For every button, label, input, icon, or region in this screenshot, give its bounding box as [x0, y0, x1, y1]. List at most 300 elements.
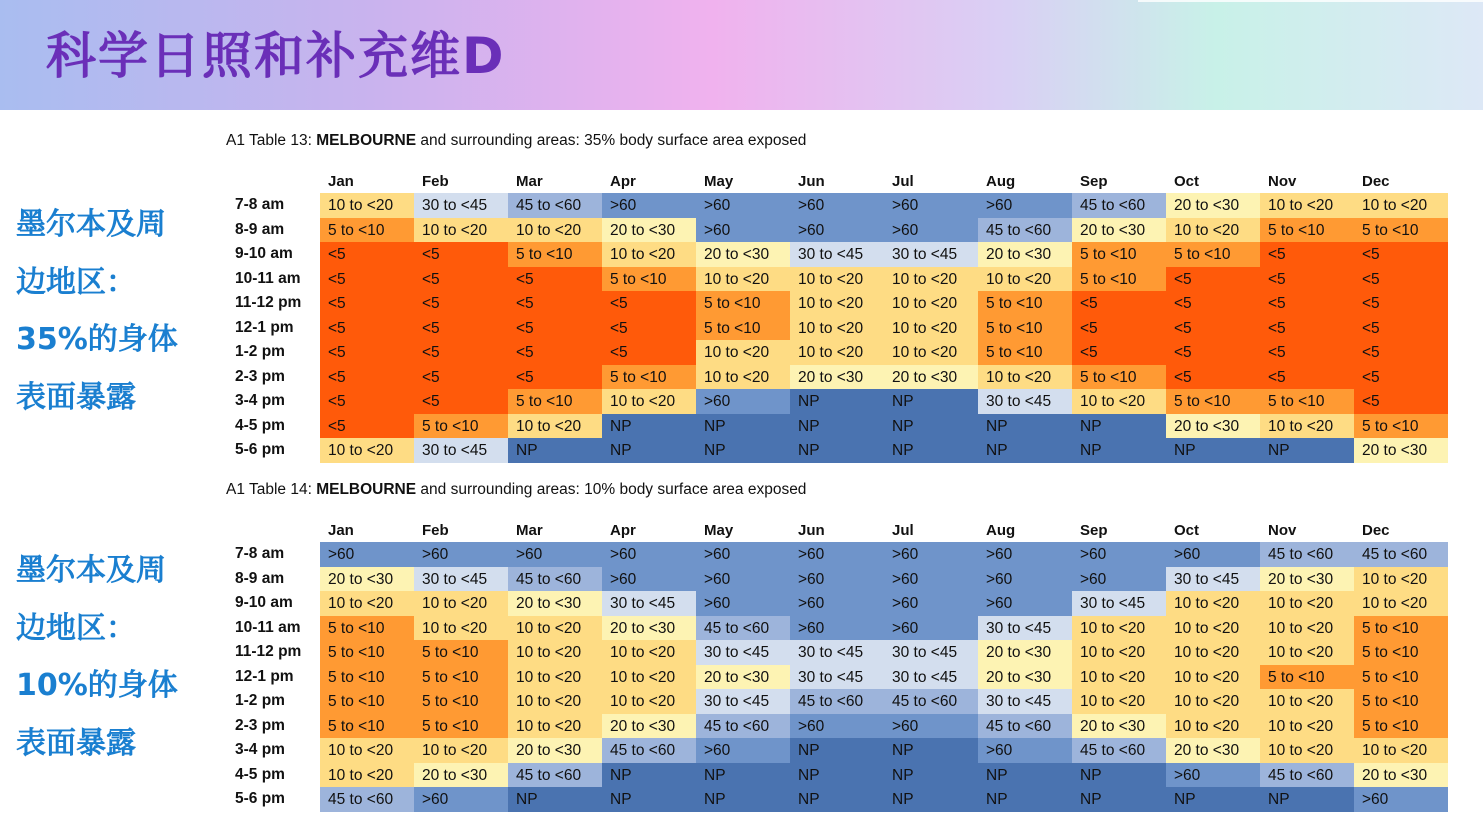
table-cell: >60 — [884, 616, 978, 641]
side-label-line: 表面暴露 — [16, 379, 136, 415]
month-header: Jun — [798, 173, 825, 190]
table-cell: <5 — [320, 316, 414, 341]
table-caption-14 — [226, 481, 806, 499]
month-header: Oct — [1174, 522, 1200, 539]
table-cell: 10 to <20 — [1072, 665, 1166, 690]
table-cell: 20 to <30 — [1166, 738, 1260, 763]
time-label: 3-4 pm — [235, 741, 285, 758]
table-cell: 5 to <10 — [320, 616, 414, 641]
table-cell: 5 to <10 — [602, 365, 696, 390]
table-cell: 10 to <20 — [1260, 640, 1354, 665]
table-cell: 20 to <30 — [602, 218, 696, 243]
table-cell: 5 to <10 — [1354, 665, 1448, 690]
caption-city: MELBOURNE — [316, 132, 417, 149]
time-label: 9-10 am — [235, 245, 293, 262]
table-cell: 30 to <45 — [978, 389, 1072, 414]
table-cell: 5 to <10 — [978, 316, 1072, 341]
table-cell: >60 — [1072, 542, 1166, 567]
table-cell: 10 to <20 — [1166, 218, 1260, 243]
table-cell: NP — [602, 438, 696, 463]
table-cell: >60 — [508, 542, 602, 567]
month-header: Feb — [422, 173, 449, 190]
table-cell: <5 — [1166, 267, 1260, 292]
table-cell: 20 to <30 — [1354, 438, 1448, 463]
table-cell: 10 to <20 — [1260, 414, 1354, 439]
table-cell: NP — [790, 438, 884, 463]
table-cell: 10 to <20 — [884, 291, 978, 316]
table-cell: 5 to <10 — [696, 291, 790, 316]
table-cell: >60 — [884, 218, 978, 243]
time-label: 5-6 pm — [235, 790, 285, 807]
table-cell: 10 to <20 — [1260, 616, 1354, 641]
time-label: 11-12 pm — [235, 643, 302, 660]
side-label-line: 墨尔本及周 — [16, 553, 166, 588]
side-label-line: 边地区： — [16, 264, 136, 300]
table-cell: 10 to <20 — [1260, 193, 1354, 218]
table-cell: 10 to <20 — [1260, 689, 1354, 714]
table-cell: <5 — [414, 340, 508, 365]
table-cell: 10 to <20 — [1072, 689, 1166, 714]
table-cell: 45 to <60 — [508, 193, 602, 218]
month-header: Mar — [516, 522, 543, 539]
table-cell: 10 to <20 — [978, 365, 1072, 390]
month-header: Apr — [610, 173, 636, 190]
table-cell: 5 to <10 — [1354, 640, 1448, 665]
table-cell: 5 to <10 — [978, 340, 1072, 365]
table-cell: 45 to <60 — [696, 714, 790, 739]
table-cell: 45 to <60 — [508, 567, 602, 592]
table-cell: >60 — [696, 218, 790, 243]
table-cell: NP — [884, 763, 978, 788]
table-cell: <5 — [1354, 242, 1448, 267]
table-cell: 5 to <10 — [1072, 267, 1166, 292]
month-header: Aug — [986, 173, 1016, 190]
table-cell: >60 — [884, 567, 978, 592]
month-header: Oct — [1174, 173, 1200, 190]
table-row — [226, 414, 1446, 439]
page-title: 科学日照和补充维D — [46, 27, 506, 85]
table-cell: >60 — [696, 389, 790, 414]
time-label: 2-3 pm — [235, 367, 285, 385]
table-cell: <5 — [320, 365, 414, 390]
table-cell: 5 to <10 — [414, 665, 508, 690]
table-cell: 20 to <30 — [602, 714, 696, 739]
table-cell: <5 — [1072, 316, 1166, 341]
table-cell: 10 to <20 — [1072, 616, 1166, 641]
table-cell: 10 to <20 — [602, 640, 696, 665]
table-cell: 30 to <45 — [1166, 567, 1260, 592]
table-cell: 45 to <60 — [1072, 738, 1166, 763]
table-cell: >60 — [696, 193, 790, 218]
table-cell: 5 to <10 — [320, 665, 414, 690]
table-cell: <5 — [320, 242, 414, 267]
table-cell: 10 to <20 — [1166, 591, 1260, 616]
table-cell: <5 — [602, 291, 696, 316]
table-cell: 20 to <30 — [1260, 567, 1354, 592]
table-cell: 30 to <45 — [978, 689, 1072, 714]
table-cell: 30 to <45 — [884, 640, 978, 665]
table-cell: 5 to <10 — [978, 291, 1072, 316]
month-header: Jan — [328, 522, 354, 539]
table-cell: 10 to <20 — [1354, 193, 1448, 218]
table-cell: 20 to <30 — [790, 365, 884, 390]
table-cell: 10 to <20 — [508, 414, 602, 439]
month-header: Dec — [1362, 522, 1390, 539]
time-label: 10-11 am — [235, 269, 301, 287]
side-label-line: 10%的身体 — [16, 668, 178, 703]
month-header: Dec — [1362, 173, 1390, 190]
month-header: Feb — [422, 522, 449, 539]
table-cell: 45 to <60 — [1260, 542, 1354, 567]
table-cell: <5 — [414, 242, 508, 267]
table-cell: 20 to <30 — [696, 242, 790, 267]
table-cell: NP — [1072, 438, 1166, 463]
time-label: 10-11 am — [235, 618, 301, 636]
table-cell: <5 — [414, 316, 508, 341]
table-cell: NP — [884, 738, 978, 763]
table-cell: 5 to <10 — [696, 316, 790, 341]
table-cell: 10 to <20 — [1166, 689, 1260, 714]
month-header: Jan — [328, 173, 354, 190]
table-cell: 10 to <20 — [1166, 640, 1260, 665]
table-cell: NP — [508, 787, 602, 812]
table-cell: 20 to <30 — [978, 665, 1072, 690]
table-cell: <5 — [1260, 316, 1354, 341]
table-cell: 10 to <20 — [602, 389, 696, 414]
table-cell: 5 to <10 — [320, 640, 414, 665]
table-row — [226, 640, 1446, 665]
month-header: Nov — [1268, 522, 1297, 539]
table-cell: >60 — [1166, 763, 1260, 788]
table-cell: >60 — [1166, 542, 1260, 567]
table-cell: NP — [978, 763, 1072, 788]
table-cell: 20 to <30 — [508, 591, 602, 616]
table-cell: 10 to <20 — [414, 591, 508, 616]
month-header: Nov — [1268, 173, 1297, 190]
table-cell: >60 — [790, 193, 884, 218]
table-cell: <5 — [1072, 340, 1166, 365]
time-label: 4-5 pm — [235, 765, 285, 783]
table-cell: 30 to <45 — [414, 438, 508, 463]
table-cell: 10 to <20 — [1166, 616, 1260, 641]
time-label: 12-1 pm — [235, 318, 294, 336]
table-cell: >60 — [602, 567, 696, 592]
month-header: Jul — [892, 173, 914, 190]
table-cell: 20 to <30 — [1166, 193, 1260, 218]
table-cell: NP — [884, 787, 978, 812]
table-cell: NP — [884, 414, 978, 439]
table-cell: 10 to <20 — [602, 665, 696, 690]
uv-table-10 — [226, 522, 1446, 812]
time-label: 1-2 pm — [235, 692, 285, 709]
table-cell: NP — [884, 438, 978, 463]
table-cell: <5 — [414, 291, 508, 316]
table-cell: <5 — [1354, 316, 1448, 341]
table-cell: <5 — [1260, 242, 1354, 267]
table-cell: 45 to <60 — [1072, 193, 1166, 218]
table-cell: 45 to <60 — [320, 787, 414, 812]
table-cell: 5 to <10 — [1354, 414, 1448, 439]
table-cell: 10 to <20 — [1260, 738, 1354, 763]
table-cell: <5 — [1166, 365, 1260, 390]
table-cell: 10 to <20 — [1166, 714, 1260, 739]
month-header: Sep — [1080, 522, 1108, 539]
table-cell: <5 — [508, 291, 602, 316]
table-cell: 10 to <20 — [320, 193, 414, 218]
table-cell: 5 to <10 — [320, 689, 414, 714]
table-cell: 10 to <20 — [1354, 567, 1448, 592]
side-label-35 — [16, 196, 178, 426]
table-cell: >60 — [884, 193, 978, 218]
table-cell: 20 to <30 — [1354, 763, 1448, 788]
table-cell: 5 to <10 — [414, 640, 508, 665]
table-cell: >60 — [696, 542, 790, 567]
table-cell: NP — [978, 787, 1072, 812]
table-cell: 10 to <20 — [320, 591, 414, 616]
table-cell: NP — [602, 787, 696, 812]
table-cell: 45 to <60 — [978, 714, 1072, 739]
table-cell: 30 to <45 — [414, 567, 508, 592]
table-cell: NP — [790, 787, 884, 812]
table-cell: NP — [602, 414, 696, 439]
caption-suffix: and surrounding areas: 35% body surface area exposed — [416, 132, 807, 149]
table-cell: >60 — [696, 738, 790, 763]
table-row — [226, 787, 1446, 812]
table-cell: <5 — [508, 267, 602, 292]
table-cell: <5 — [508, 316, 602, 341]
table-cell: 5 to <10 — [1260, 389, 1354, 414]
table-cell: >60 — [602, 193, 696, 218]
table-row — [226, 365, 1446, 390]
table-cell: NP — [508, 438, 602, 463]
table-cell: <5 — [508, 365, 602, 390]
table-cell: 10 to <20 — [602, 242, 696, 267]
table-cell: 30 to <45 — [1072, 591, 1166, 616]
table-row — [226, 689, 1446, 714]
table-row — [226, 389, 1446, 414]
time-label: 7-8 am — [235, 545, 285, 562]
table-cell: NP — [1260, 787, 1354, 812]
table-cell: NP — [1072, 787, 1166, 812]
table-cell: 20 to <30 — [696, 665, 790, 690]
table-cell: 10 to <20 — [508, 616, 602, 641]
table-row — [226, 665, 1446, 690]
month-header: Sep — [1080, 173, 1108, 190]
table-cell: <5 — [1260, 267, 1354, 292]
table-cell: 30 to <45 — [696, 689, 790, 714]
table-cell: <5 — [1166, 291, 1260, 316]
table-cell: 5 to <10 — [1260, 218, 1354, 243]
table-cell: >60 — [320, 542, 414, 567]
month-header: Aug — [986, 522, 1016, 539]
table-cell: <5 — [602, 340, 696, 365]
table-cell: 20 to <30 — [884, 365, 978, 390]
month-header-row — [226, 173, 1446, 193]
table-cell: NP — [602, 763, 696, 788]
table-cell: 10 to <20 — [1354, 738, 1448, 763]
table-row — [226, 591, 1446, 616]
table-cell: 5 to <10 — [602, 267, 696, 292]
time-label: 11-12 pm — [235, 294, 302, 311]
table-cell: 10 to <20 — [414, 218, 508, 243]
month-header: Mar — [516, 173, 543, 190]
table-cell: >60 — [978, 193, 1072, 218]
time-label: 12-1 pm — [235, 667, 294, 685]
table-cell: NP — [884, 389, 978, 414]
table-cell: 10 to <20 — [1260, 591, 1354, 616]
table-cell: 20 to <30 — [1166, 414, 1260, 439]
table-cell: >60 — [602, 542, 696, 567]
table-cell: 20 to <30 — [1072, 218, 1166, 243]
table-cell: 20 to <30 — [1072, 714, 1166, 739]
table-cell: >60 — [790, 591, 884, 616]
time-label: 5-6 pm — [235, 441, 285, 458]
month-header: Apr — [610, 522, 636, 539]
table-cell: >60 — [978, 591, 1072, 616]
side-label-line: 墨尔本及周 — [16, 207, 166, 242]
table-cell: 10 to <20 — [320, 738, 414, 763]
table-cell: <5 — [1354, 291, 1448, 316]
table-cell: 30 to <45 — [978, 616, 1072, 641]
table-cell: NP — [790, 414, 884, 439]
table-row — [226, 291, 1446, 316]
table-cell: <5 — [1260, 291, 1354, 316]
table-cell: 30 to <45 — [884, 242, 978, 267]
table-cell: 5 to <10 — [508, 242, 602, 267]
table-cell: 10 to <20 — [790, 340, 884, 365]
caption-suffix: and surrounding areas: 10% body surface area exposed — [416, 481, 807, 498]
table-cell: 30 to <45 — [414, 193, 508, 218]
table-cell: <5 — [1260, 340, 1354, 365]
table-cell: 10 to <20 — [1072, 640, 1166, 665]
table-cell: 10 to <20 — [884, 340, 978, 365]
time-label: 7-8 am — [235, 196, 285, 213]
table-cell: 5 to <10 — [414, 714, 508, 739]
table-cell: 10 to <20 — [1166, 665, 1260, 690]
table-cell: 10 to <20 — [1260, 714, 1354, 739]
table-row — [226, 616, 1446, 641]
table-cell: 10 to <20 — [508, 218, 602, 243]
table-cell: 10 to <20 — [884, 316, 978, 341]
table-cell: 30 to <45 — [602, 591, 696, 616]
table-cell: NP — [696, 438, 790, 463]
table-cell: NP — [1072, 414, 1166, 439]
table-cell: 30 to <45 — [790, 665, 884, 690]
table-caption-13 — [226, 132, 806, 150]
table-cell: <5 — [414, 365, 508, 390]
table-cell: 5 to <10 — [1072, 242, 1166, 267]
table-cell: NP — [1260, 438, 1354, 463]
table-row — [226, 714, 1446, 739]
table-cell: NP — [696, 414, 790, 439]
table-cell: 20 to <30 — [414, 763, 508, 788]
table-cell: 10 to <20 — [508, 665, 602, 690]
table-cell: 10 to <20 — [320, 763, 414, 788]
table-row — [226, 567, 1446, 592]
table-row — [226, 267, 1446, 292]
side-label-line: 35%的身体 — [16, 322, 178, 357]
table-cell: NP — [978, 438, 1072, 463]
table-row — [226, 316, 1446, 341]
table-cell: 30 to <45 — [790, 242, 884, 267]
table-cell: NP — [696, 763, 790, 788]
table-cell: 10 to <20 — [696, 267, 790, 292]
table-cell: >60 — [1072, 567, 1166, 592]
table-cell: >60 — [884, 591, 978, 616]
table-cell: 10 to <20 — [1354, 591, 1448, 616]
table-cell: 45 to <60 — [508, 763, 602, 788]
table-row — [226, 763, 1446, 788]
table-cell: <5 — [320, 414, 414, 439]
uv-table-35 — [226, 173, 1446, 463]
table-cell: >60 — [978, 738, 1072, 763]
table-cell: >60 — [790, 567, 884, 592]
table-cell: 10 to <20 — [414, 616, 508, 641]
table-cell: <5 — [1354, 365, 1448, 390]
side-label-10 — [16, 542, 178, 772]
table-cell: 5 to <10 — [1260, 665, 1354, 690]
table-cell: 10 to <20 — [696, 340, 790, 365]
table-cell: <5 — [320, 291, 414, 316]
table-cell: 5 to <10 — [1166, 389, 1260, 414]
table-cell: >60 — [884, 542, 978, 567]
table-cell: 5 to <10 — [1354, 714, 1448, 739]
table-cell: >60 — [696, 567, 790, 592]
table-cell: NP — [1072, 763, 1166, 788]
table-cell: >60 — [414, 787, 508, 812]
table-cell: 45 to <60 — [884, 689, 978, 714]
table-cell: NP — [1166, 438, 1260, 463]
table-cell: 20 to <30 — [508, 738, 602, 763]
time-label: 8-9 am — [235, 569, 285, 587]
table-cell: 5 to <10 — [414, 414, 508, 439]
table-cell: >60 — [1354, 787, 1448, 812]
month-header: May — [704, 522, 734, 539]
table-cell: 10 to <20 — [508, 640, 602, 665]
table-cell: 45 to <60 — [602, 738, 696, 763]
table-cell: NP — [790, 389, 884, 414]
table-cell: 10 to <20 — [790, 267, 884, 292]
time-label: 3-4 pm — [235, 392, 285, 409]
table-cell: 5 to <10 — [320, 714, 414, 739]
table-cell: <5 — [1072, 291, 1166, 316]
table-row — [226, 738, 1446, 763]
table-cell: 10 to <20 — [790, 291, 884, 316]
table-cell: 5 to <10 — [508, 389, 602, 414]
table-cell: 5 to <10 — [320, 218, 414, 243]
table-cell: 20 to <30 — [978, 242, 1072, 267]
table-cell: >60 — [414, 542, 508, 567]
table-cell: 5 to <10 — [1354, 616, 1448, 641]
table-cell: 5 to <10 — [1354, 218, 1448, 243]
table-cell: 10 to <20 — [978, 267, 1072, 292]
table-cell: 10 to <20 — [696, 365, 790, 390]
table-row — [226, 218, 1446, 243]
table-row — [226, 542, 1446, 567]
title-banner — [0, 0, 1483, 110]
table-cell: <5 — [508, 340, 602, 365]
month-header: Jun — [798, 522, 825, 539]
table-cell: <5 — [414, 389, 508, 414]
table-cell: 20 to <30 — [602, 616, 696, 641]
table-cell: 45 to <60 — [696, 616, 790, 641]
table-cell: NP — [978, 414, 1072, 439]
time-label: 9-10 am — [235, 594, 293, 611]
table-cell: 45 to <60 — [1354, 542, 1448, 567]
table-cell: 5 to <10 — [1072, 365, 1166, 390]
table-cell: 10 to <20 — [884, 267, 978, 292]
time-label: 1-2 pm — [235, 343, 285, 360]
